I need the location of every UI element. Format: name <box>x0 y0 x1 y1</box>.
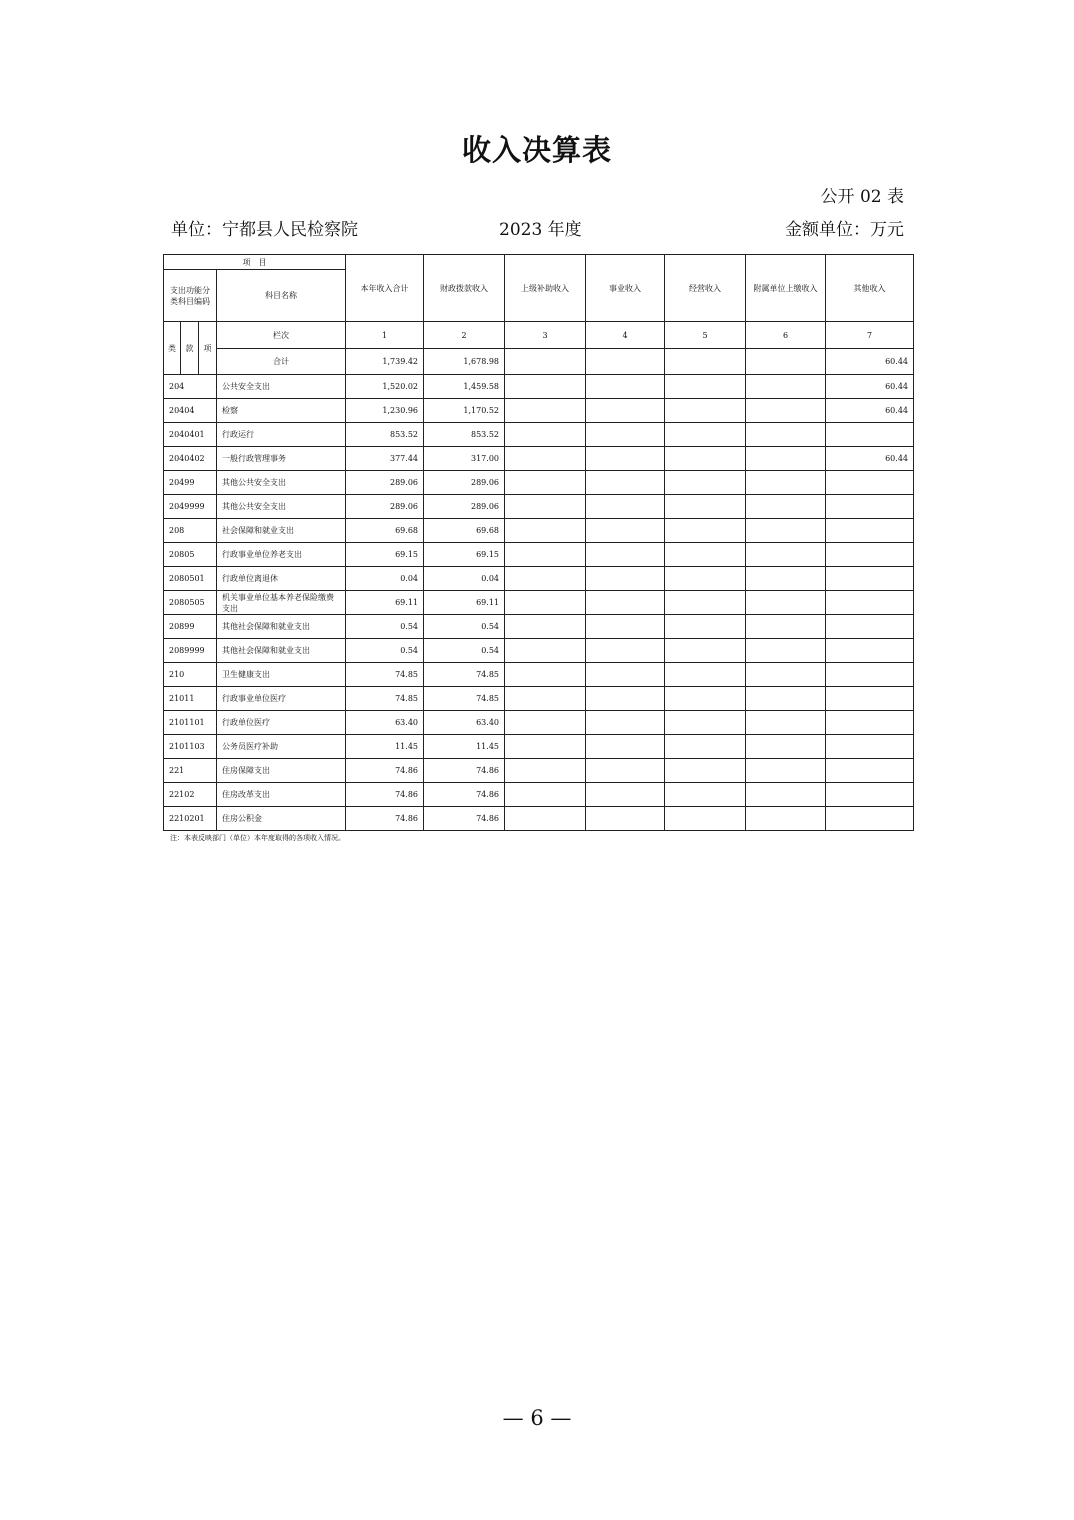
row-value <box>665 471 746 495</box>
col-number-4: 4 <box>586 322 665 349</box>
row-value <box>505 807 586 831</box>
row-value: 0.04 <box>424 567 505 591</box>
row-value: 1,170.52 <box>424 399 505 423</box>
amount-unit-label: 金额单位：万元 <box>785 220 904 240</box>
row-value <box>586 735 665 759</box>
row-value: 0.04 <box>346 567 424 591</box>
row-value <box>746 687 826 711</box>
row-code: 210 <box>164 663 217 687</box>
row-subject-name: 一般行政管理事务 <box>217 447 346 471</box>
row-value <box>826 567 914 591</box>
row-value: 0.54 <box>424 615 505 639</box>
row-code: 221 <box>164 759 217 783</box>
header-xiang: 项 <box>199 322 217 375</box>
table-row <box>164 471 914 495</box>
total-value <box>665 349 746 375</box>
row-value <box>826 735 914 759</box>
col-header-3: 上级补助收入 <box>505 255 586 322</box>
row-value <box>746 423 826 447</box>
row-value: 60.44 <box>826 447 914 471</box>
row-value <box>826 471 914 495</box>
row-code: 2049999 <box>164 495 217 519</box>
row-subject-name: 其他公共安全支出 <box>217 471 346 495</box>
row-value: 74.85 <box>424 663 505 687</box>
row-value <box>665 447 746 471</box>
col-header-1: 本年收入合计 <box>346 255 424 322</box>
table-number: 公开 02 表 <box>820 187 904 207</box>
table-row <box>164 423 914 447</box>
header-subject-name: 科目名称 <box>217 270 346 322</box>
row-value: 317.00 <box>424 447 505 471</box>
row-value: 289.06 <box>346 495 424 519</box>
row-value: 74.86 <box>346 807 424 831</box>
row-value <box>586 423 665 447</box>
row-value <box>586 399 665 423</box>
col-number-3: 3 <box>505 322 586 349</box>
row-value <box>665 423 746 447</box>
row-value <box>505 687 586 711</box>
report-title: 收入决算表 <box>461 133 612 167</box>
row-value <box>505 639 586 663</box>
row-code: 2089999 <box>164 639 217 663</box>
table-row <box>164 591 914 615</box>
table-row <box>164 615 914 639</box>
row-code: 20404 <box>164 399 217 423</box>
row-value <box>586 447 665 471</box>
row-value <box>586 759 665 783</box>
table-row <box>164 663 914 687</box>
row-value <box>586 663 665 687</box>
table-row <box>164 567 914 591</box>
col-header-2: 财政拨款收入 <box>424 255 505 322</box>
row-subject-name: 公务员医疗补助 <box>217 735 346 759</box>
table-row <box>164 711 914 735</box>
row-value: 289.06 <box>424 495 505 519</box>
row-value <box>746 735 826 759</box>
row-value <box>746 639 826 663</box>
table-row <box>164 687 914 711</box>
col-header-5: 经营收入 <box>665 255 746 322</box>
row-value <box>826 711 914 735</box>
header-code-group: 支出功能分类科目编码 <box>164 270 217 322</box>
table-row <box>164 375 914 399</box>
row-value <box>505 759 586 783</box>
row-value <box>586 783 665 807</box>
row-value: 1,459.58 <box>424 375 505 399</box>
row-value: 0.54 <box>424 639 505 663</box>
row-value <box>826 543 914 567</box>
total-label: 合计 <box>217 349 346 375</box>
row-value <box>665 495 746 519</box>
row-value: 11.45 <box>424 735 505 759</box>
row-value <box>826 615 914 639</box>
row-value: 74.86 <box>424 759 505 783</box>
row-value: 377.44 <box>346 447 424 471</box>
row-value: 60.44 <box>826 375 914 399</box>
row-subject-name: 社会保障和就业支出 <box>217 519 346 543</box>
row-value <box>586 519 665 543</box>
col-header-7: 其他收入 <box>826 255 914 322</box>
row-value <box>665 375 746 399</box>
row-subject-name: 其他社会保障和就业支出 <box>217 639 346 663</box>
row-value <box>665 711 746 735</box>
row-value <box>746 615 826 639</box>
row-value <box>665 783 746 807</box>
table-row <box>164 759 914 783</box>
row-value: 0.54 <box>346 639 424 663</box>
row-value: 853.52 <box>346 423 424 447</box>
row-value: 1,520.02 <box>346 375 424 399</box>
row-value: 69.68 <box>346 519 424 543</box>
table-row <box>164 807 914 831</box>
row-subject-name: 行政事业单位养老支出 <box>217 543 346 567</box>
row-value <box>505 543 586 567</box>
row-value <box>746 711 826 735</box>
row-code: 2080505 <box>164 591 217 615</box>
row-value <box>826 591 914 615</box>
row-code: 2101101 <box>164 711 217 735</box>
table-row <box>164 735 914 759</box>
row-value <box>586 567 665 591</box>
row-code: 20899 <box>164 615 217 639</box>
row-value <box>665 807 746 831</box>
row-value: 69.11 <box>346 591 424 615</box>
row-value: 74.86 <box>424 783 505 807</box>
table-row <box>164 519 914 543</box>
row-value <box>665 759 746 783</box>
table-row <box>164 495 914 519</box>
row-subject-name: 行政事业单位医疗 <box>217 687 346 711</box>
row-code: 20805 <box>164 543 217 567</box>
table-row <box>164 447 914 471</box>
row-value: 1,230.96 <box>346 399 424 423</box>
row-value <box>505 495 586 519</box>
row-value: 74.86 <box>346 759 424 783</box>
row-value <box>505 711 586 735</box>
row-subject-name: 行政单位离退休 <box>217 567 346 591</box>
row-value: 74.86 <box>346 783 424 807</box>
row-value: 289.06 <box>346 471 424 495</box>
row-value: 11.45 <box>346 735 424 759</box>
row-value: 63.40 <box>424 711 505 735</box>
col-number-5: 5 <box>665 322 746 349</box>
row-value <box>826 687 914 711</box>
row-value: 69.15 <box>346 543 424 567</box>
year-label: 2023 年度 <box>499 220 582 240</box>
row-value <box>505 423 586 447</box>
row-subject-name: 行政运行 <box>217 423 346 447</box>
row-value <box>826 495 914 519</box>
row-subject-name: 卫生健康支出 <box>217 663 346 687</box>
row-value <box>665 735 746 759</box>
page-number: — 6 — <box>502 1406 572 1430</box>
row-value <box>505 375 586 399</box>
unit-label: 单位：宁都县人民检察院 <box>171 220 358 240</box>
row-value <box>665 543 746 567</box>
row-value: 74.86 <box>424 807 505 831</box>
col-number-2: 2 <box>424 322 505 349</box>
row-code: 2040402 <box>164 447 217 471</box>
row-value <box>505 399 586 423</box>
total-value <box>746 349 826 375</box>
row-value <box>586 711 665 735</box>
row-subject-name: 其他社会保障和就业支出 <box>217 615 346 639</box>
row-value <box>505 615 586 639</box>
col-number-6: 6 <box>746 322 826 349</box>
row-value: 74.85 <box>346 687 424 711</box>
row-value <box>746 519 826 543</box>
row-value: 60.44 <box>826 399 914 423</box>
row-value <box>746 375 826 399</box>
row-value <box>586 543 665 567</box>
row-value <box>505 471 586 495</box>
total-value: 1,739.42 <box>346 349 424 375</box>
row-value: 69.68 <box>424 519 505 543</box>
header-kuan: 款 <box>181 322 199 375</box>
row-subject-name: 其他公共安全支出 <box>217 495 346 519</box>
row-value: 69.11 <box>424 591 505 615</box>
row-value <box>826 519 914 543</box>
row-value <box>746 399 826 423</box>
row-value <box>586 591 665 615</box>
row-value <box>586 471 665 495</box>
total-value: 1,678.98 <box>424 349 505 375</box>
income-table <box>163 254 914 831</box>
row-value <box>826 423 914 447</box>
row-value: 69.15 <box>424 543 505 567</box>
row-value <box>586 495 665 519</box>
row-value <box>746 471 826 495</box>
table-row <box>164 543 914 567</box>
row-value <box>505 783 586 807</box>
total-value <box>586 349 665 375</box>
row-value <box>665 399 746 423</box>
row-value <box>746 783 826 807</box>
table-row <box>164 639 914 663</box>
row-value <box>505 567 586 591</box>
row-subject-name: 机关事业单位基本养老保险缴费支出 <box>217 591 346 615</box>
row-value <box>746 663 826 687</box>
row-value <box>746 807 826 831</box>
row-value: 289.06 <box>424 471 505 495</box>
row-value <box>826 759 914 783</box>
row-value <box>746 495 826 519</box>
row-value <box>665 591 746 615</box>
row-value <box>746 543 826 567</box>
row-subject-name: 公共安全支出 <box>217 375 346 399</box>
footnote: 注：本表反映部门（单位）本年度取得的各项收入情况。 <box>170 834 345 842</box>
row-code: 2080501 <box>164 567 217 591</box>
row-value <box>826 783 914 807</box>
row-code: 2101103 <box>164 735 217 759</box>
row-value <box>746 447 826 471</box>
header-lei: 类 <box>164 322 181 375</box>
row-value: 0.54 <box>346 615 424 639</box>
row-value <box>746 567 826 591</box>
col-header-6: 附属单位上缴收入 <box>746 255 826 322</box>
row-value <box>665 639 746 663</box>
row-value: 853.52 <box>424 423 505 447</box>
row-code: 20499 <box>164 471 217 495</box>
total-value <box>505 349 586 375</box>
row-value <box>505 663 586 687</box>
header-project: 项 目 <box>164 255 346 270</box>
header-column-index: 栏次 <box>217 322 346 349</box>
row-value <box>586 807 665 831</box>
row-value <box>746 591 826 615</box>
row-value <box>665 567 746 591</box>
row-value <box>826 663 914 687</box>
row-code: 208 <box>164 519 217 543</box>
row-value <box>746 759 826 783</box>
row-value: 63.40 <box>346 711 424 735</box>
row-value <box>505 735 586 759</box>
row-value <box>665 663 746 687</box>
total-value: 60.44 <box>826 349 914 375</box>
row-value <box>586 639 665 663</box>
row-code: 21011 <box>164 687 217 711</box>
row-value <box>505 447 586 471</box>
row-value <box>586 687 665 711</box>
row-value <box>826 639 914 663</box>
row-value <box>505 591 586 615</box>
row-value <box>665 687 746 711</box>
row-value <box>665 519 746 543</box>
row-value <box>505 519 586 543</box>
row-value: 74.85 <box>424 687 505 711</box>
table-row <box>164 783 914 807</box>
row-subject-name: 住房保障支出 <box>217 759 346 783</box>
row-value: 74.85 <box>346 663 424 687</box>
row-subject-name: 行政单位医疗 <box>217 711 346 735</box>
row-value <box>586 615 665 639</box>
row-value <box>586 375 665 399</box>
row-code: 2040401 <box>164 423 217 447</box>
table-row <box>164 399 914 423</box>
row-code: 22102 <box>164 783 217 807</box>
col-header-4: 事业收入 <box>586 255 665 322</box>
row-subject-name: 住房公积金 <box>217 807 346 831</box>
row-code: 2210201 <box>164 807 217 831</box>
row-value <box>826 807 914 831</box>
col-number-7: 7 <box>826 322 914 349</box>
row-code: 204 <box>164 375 217 399</box>
col-number-1: 1 <box>346 322 424 349</box>
row-value <box>665 615 746 639</box>
row-subject-name: 检察 <box>217 399 346 423</box>
row-subject-name: 住房改革支出 <box>217 783 346 807</box>
